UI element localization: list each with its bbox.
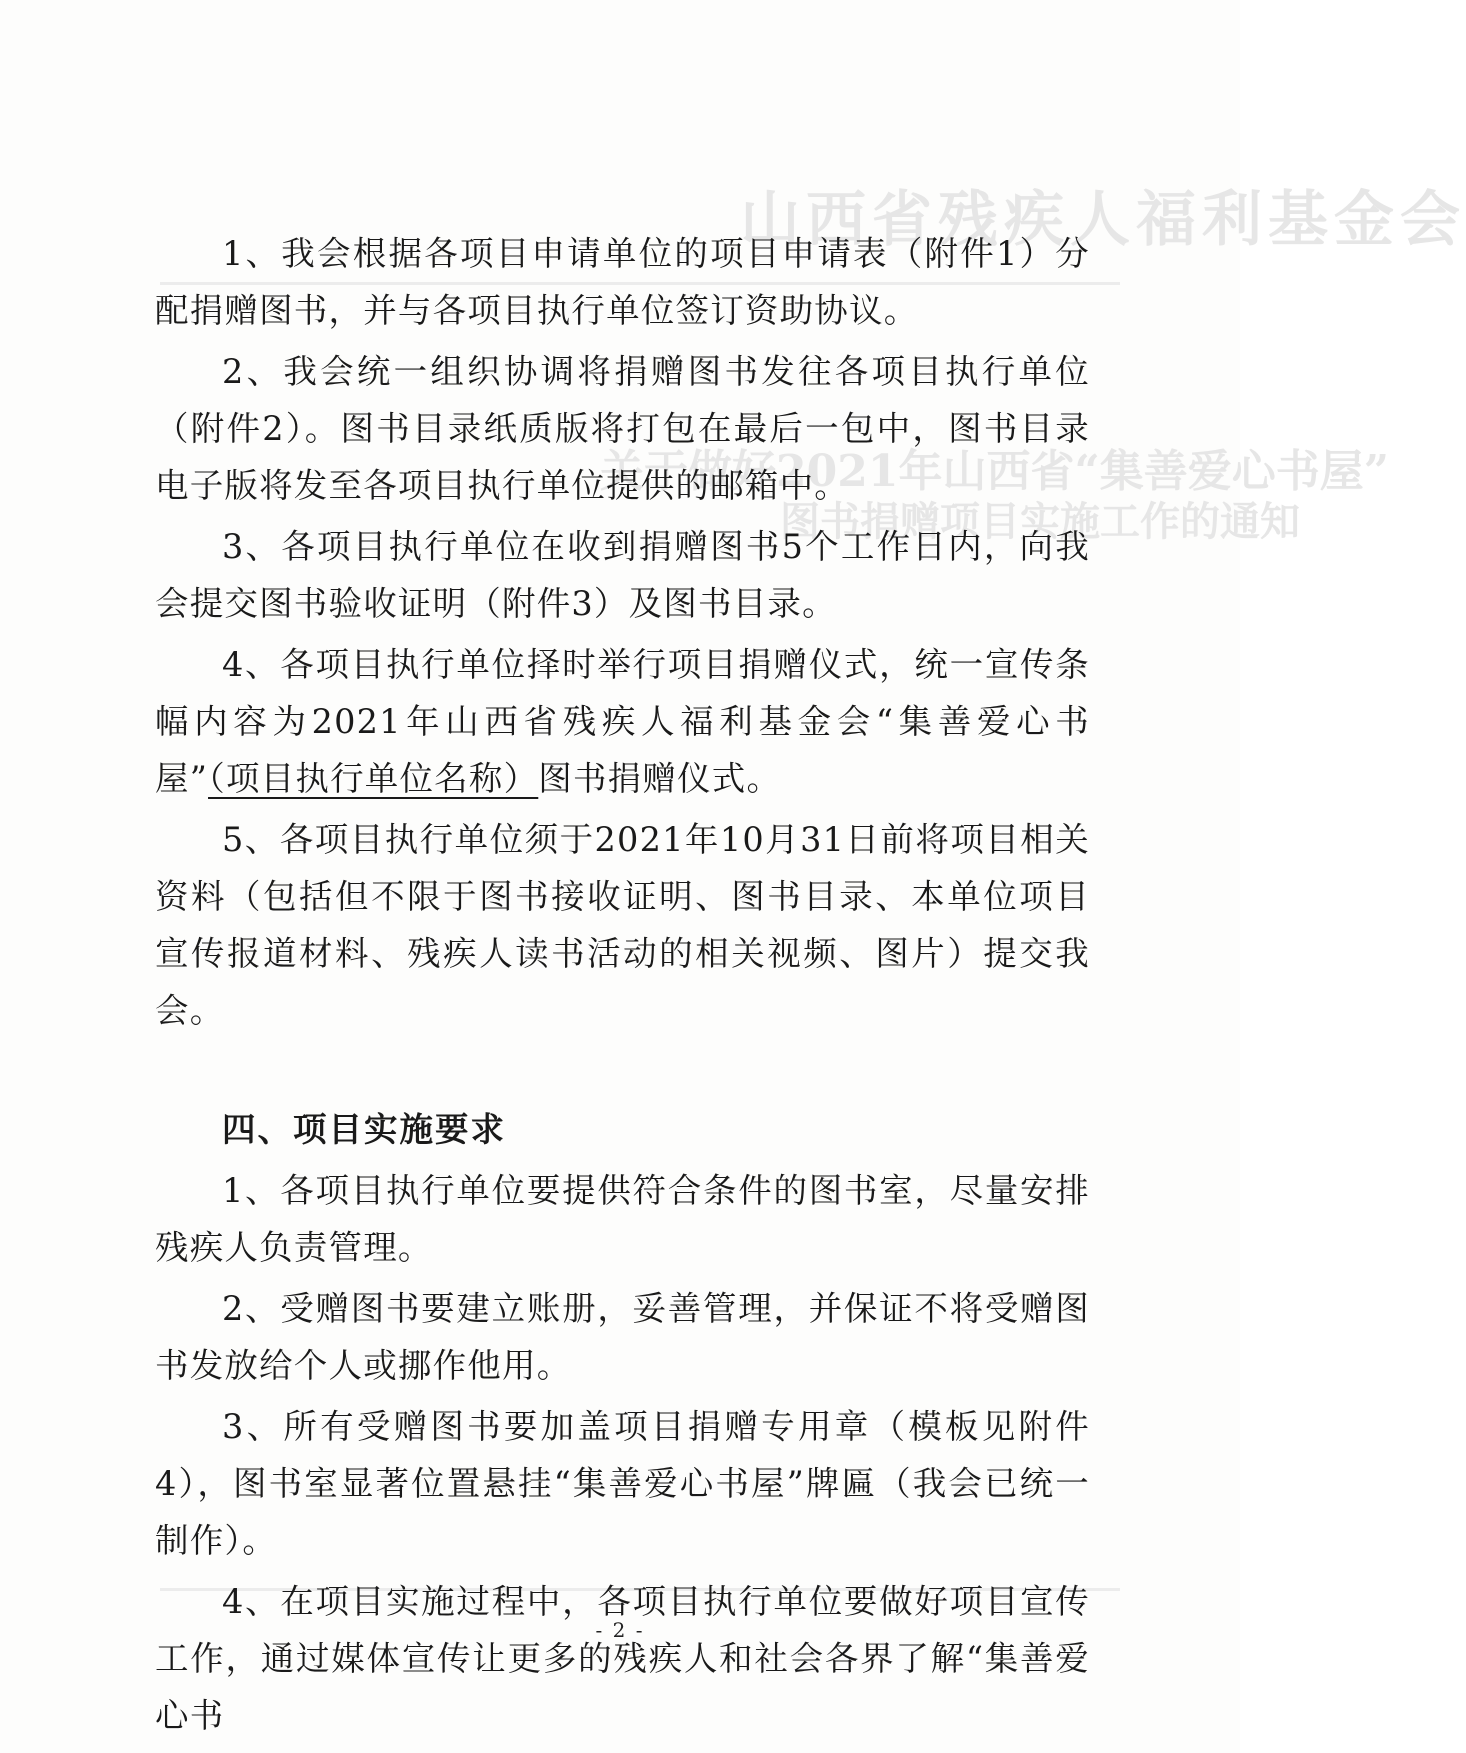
bleed-through-header: 山西省残疾人福利基金会 [740, 185, 1466, 255]
requirement-item-1: 1、各项目执行单位要提供符合条件的图书室，尽量安排残疾人负责管理。 [155, 1171, 1090, 1267]
paragraph-item-2: 2、我会统一组织协调将捐赠图书发往各项目执行单位（附件2）。图书目录纸质版将打包在最后一包中，图书目录电子版将发至各项目执行单位提供的邮箱中。 [155, 352, 1090, 505]
requirement-item-4: 4、在项目实施过程中，各项目执行单位要做好项目宣传工作，通过媒体宣传让更多的残疾人和社会各界了解“集善爱心书 [155, 1582, 1090, 1735]
requirement-item-3: 3、所有受赠图书要加盖项目捐赠专用章（模板见附件4），图书室显著位置悬挂“集善爱心书屋”牌匾（我会已统一制作）。 [155, 1407, 1090, 1560]
paragraph-item-3: 3、各项目执行单位在收到捐赠图书5个工作日内，向我会提交图书验收证明（附件3）及图书目录。 [155, 527, 1090, 623]
paragraph-item-4-tail: 图书捐赠仪式。 [538, 759, 782, 798]
paragraph-item-5: 5、各项目执行单位须于2021年10月31日前将项目相关资料（包括但不限于图书接收证明、图书目录、本单位项目宣传报道材料、残疾人读书活动的相关视频、图片）提交我会。 [155, 820, 1090, 1030]
requirement-item-2: 2、受赠图书要建立账册，妥善管理，并保证不将受赠图书发放给个人或挪作他用。 [155, 1289, 1090, 1385]
paragraph-item-4-text: 4、各项目执行单位择时举行项目捐赠仪式，统一宣传条幅内容为2021年山西省残疾人福利基金会“集善爱心书屋” [155, 645, 1090, 798]
paragraph-item-1: 1、我会根据各项目申请单位的项目申请表（附件1）分配捐赠图书，并与各项目执行单位签订资助协议。 [155, 234, 1090, 330]
bleed-through-title-line2: 图书捐赠项目实施工作的通知 [780, 498, 1300, 545]
paragraph-item-4 [155, 636, 1090, 807]
bleed-through-title-line1: 关于做好2021年山西省“集善爱心书屋” [600, 446, 1390, 497]
underlined-placeholder: （项目执行单位名称） [208, 759, 539, 798]
section-heading: 四、项目实施要求 [222, 1110, 506, 1149]
page-number: - 2 - [595, 1618, 645, 1642]
document-body [155, 225, 1090, 1748]
